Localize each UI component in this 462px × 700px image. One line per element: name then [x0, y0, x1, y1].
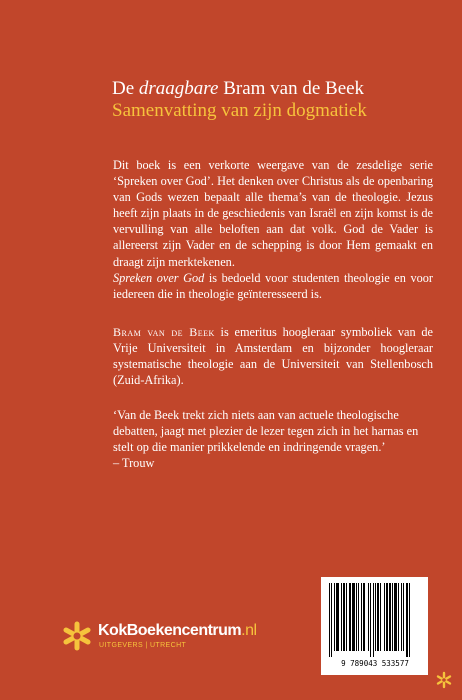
title-suffix: Bram van de Beek — [223, 78, 365, 99]
barcode-bar — [334, 583, 335, 651]
barcode-bar — [356, 583, 357, 651]
book-title — [112, 78, 442, 100]
description — [113, 157, 433, 302]
title-italic-word: draagbare — [138, 78, 219, 99]
kok-star-mark-icon — [436, 671, 452, 689]
barcode-bar — [336, 583, 339, 651]
barcode-bar — [398, 583, 399, 651]
title-block — [112, 78, 442, 122]
barcode-bar — [401, 583, 402, 651]
quote-text: ‘Van de Beek trekt zich niets aan van actuele theologische debatten, jaagt met plezier de lezer tegen zich in het harnas en stelt op die manier prikkelende en indringende vragen.’ — [113, 408, 419, 455]
barcode-bar — [389, 583, 391, 651]
publisher-logo — [62, 618, 312, 658]
barcode-bar — [394, 583, 397, 651]
barcode-bar — [352, 583, 355, 651]
barcode-bar — [368, 583, 369, 651]
author-bio — [113, 324, 433, 388]
barcode-bar — [329, 583, 330, 657]
series-title: Spreken over God — [113, 270, 205, 285]
barcode-bar — [406, 583, 408, 657]
publisher-name-main: KokBoekencentrum — [98, 622, 242, 639]
barcode-bar — [363, 583, 365, 651]
barcode-bar — [409, 583, 410, 657]
isbn-number: 9 789043 533577 — [341, 659, 409, 668]
kok-star-logo-icon — [62, 620, 92, 652]
barcode-bar — [346, 583, 347, 651]
quote-source: – Trouw — [113, 456, 155, 471]
review-quote — [113, 407, 433, 471]
publisher-name — [98, 622, 257, 640]
barcode-bar — [331, 583, 332, 657]
description-paragraph-1: Dit boek is een verkorte weergave van de zesdelige serie ‘Spreken over God’. Het denken over Christus als de openbaring van Gods wezen bepaalt alle thema’s van de theologie. Jezus heeft zijn plaats in de geschiedenis van Israël en zijn komst is de vervulling van alle beloften aan dat volk. God de Vader is allereerst zijn Vader en de schepping is door Hem gemaakt en draagt zijn merktekenen. — [113, 158, 433, 269]
description-paragraph-2-rest: is bedoeld voor studenten theologie en voor iedereen die in theologie geïnteresseerd is. — [113, 270, 433, 301]
barcode-bar — [341, 583, 342, 651]
barcode — [321, 577, 428, 675]
barcode-bars — [327, 583, 422, 657]
barcode-bar — [386, 583, 388, 651]
barcode-bar — [392, 583, 393, 651]
barcode-bar — [373, 583, 374, 657]
barcode-bar — [403, 583, 404, 651]
description-paragraph-2 — [113, 270, 433, 302]
author-name: Bram van de Beek — [113, 325, 215, 339]
barcode-bar — [377, 583, 379, 651]
publisher-tagline: UITGEVERS | UTRECHT — [99, 642, 187, 649]
barcode-bar — [358, 583, 359, 651]
barcode-bar — [361, 583, 362, 651]
barcode-bar — [380, 583, 381, 651]
barcode-bar — [343, 583, 345, 651]
barcode-bar — [349, 583, 351, 651]
barcode-bar — [384, 583, 385, 651]
author-bio-text — [113, 324, 433, 388]
barcode-bar — [370, 583, 371, 657]
author-bio-body: is emeritus hoogleraar symboliek van de Vrije Universiteit in Amsterdam en bijzonder hoogleraar systematische theologie aan de Universiteit van Stellenbosch (Zuid-Afrika). — [113, 325, 433, 388]
publisher-name-tld: .nl — [241, 622, 257, 639]
book-subtitle: Samenvatting van zijn dogmatiek — [112, 100, 367, 121]
barcode-bar — [375, 583, 376, 651]
title-prefix: De — [112, 78, 135, 99]
